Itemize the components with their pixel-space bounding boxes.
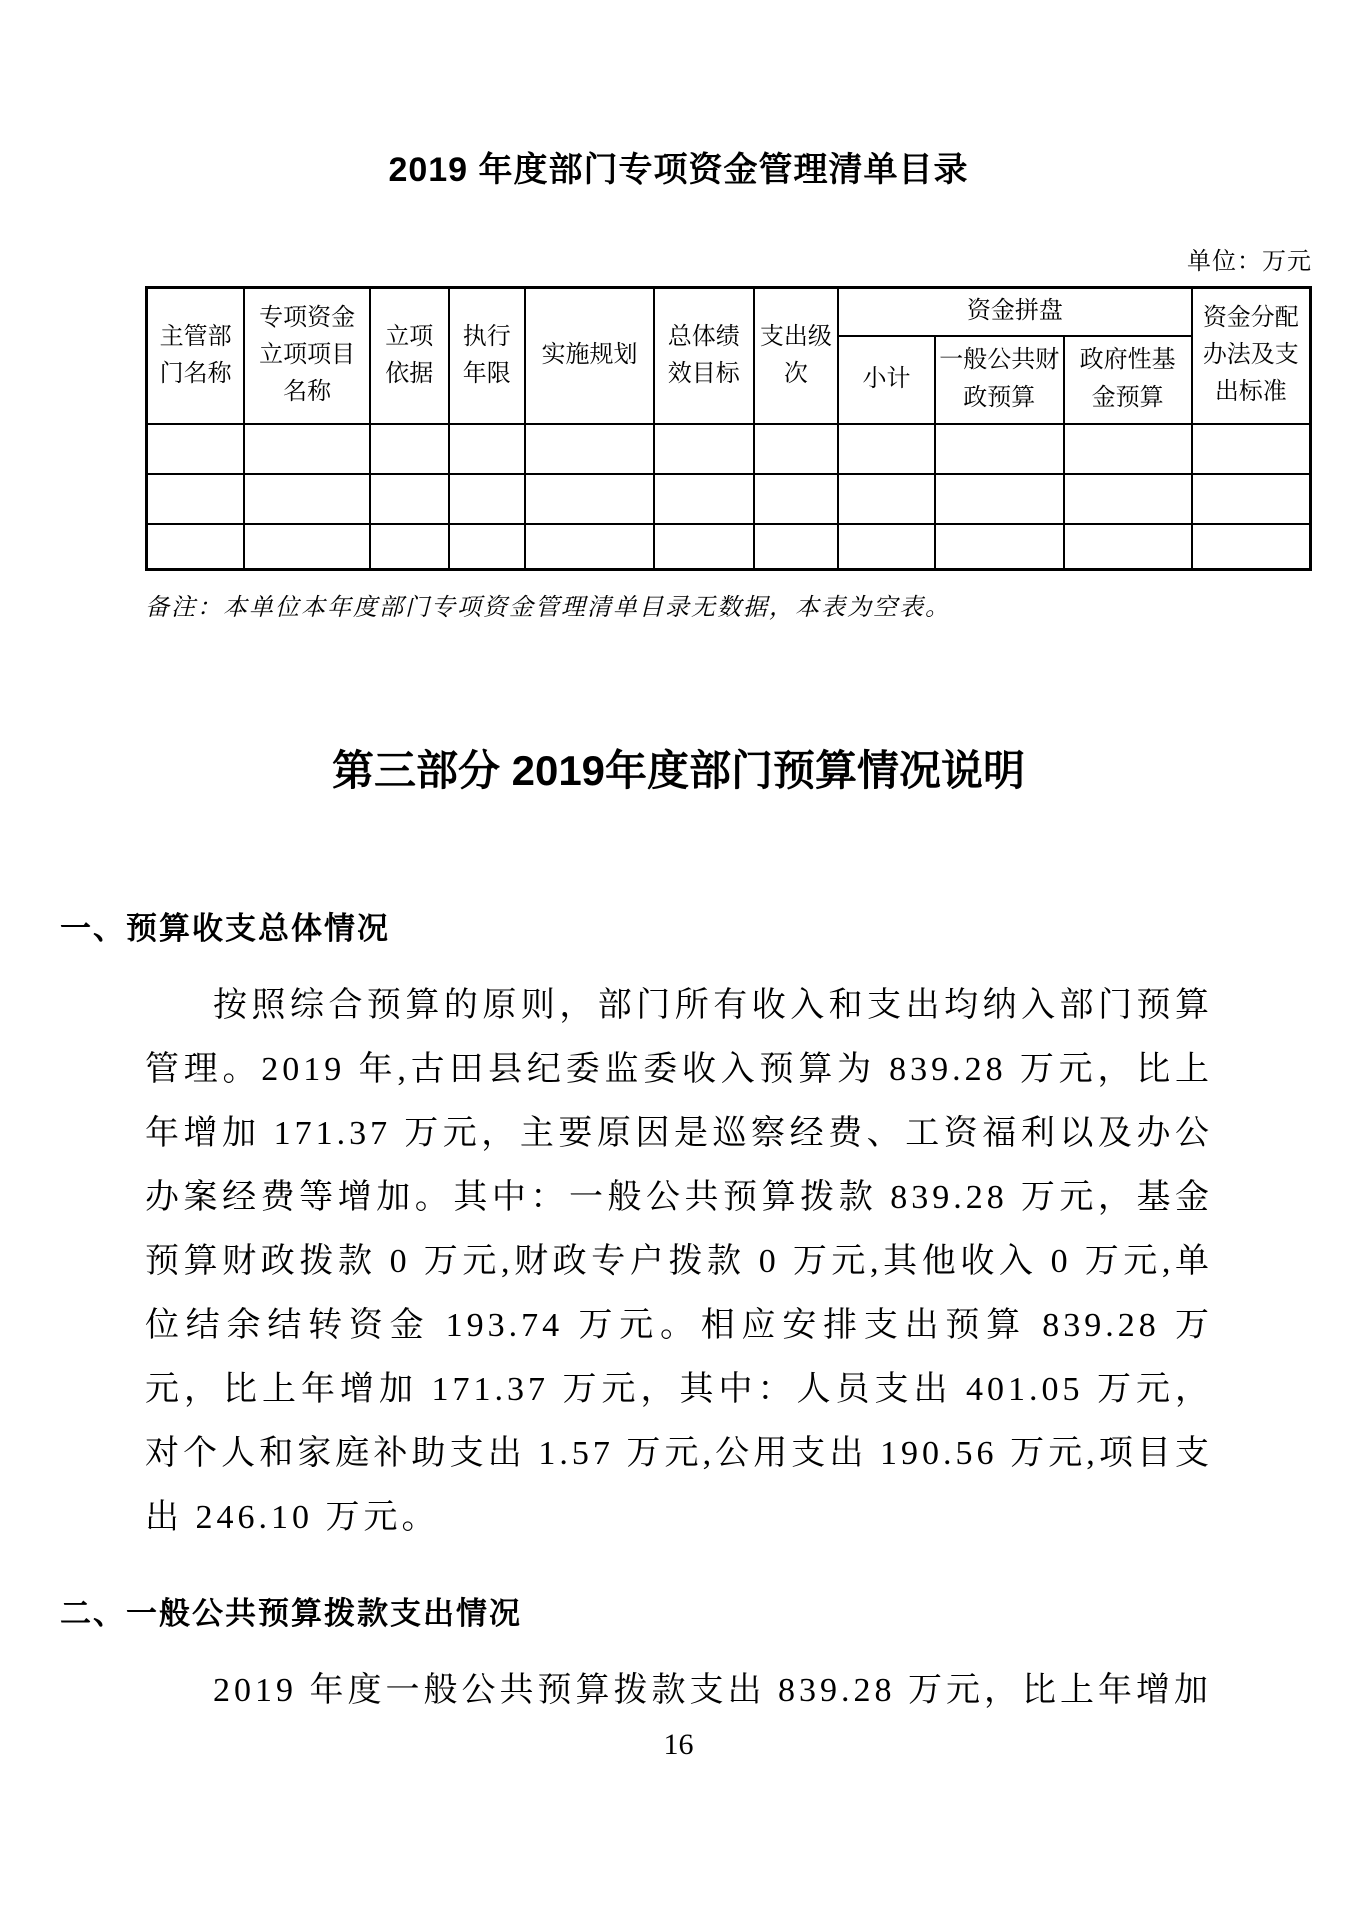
header-duration: 执行年限 [449,288,526,424]
table-row [147,474,1311,524]
header-general-public-budget: 一般公共财政预算 [935,336,1064,424]
empty-cell [654,424,754,474]
empty-cell [838,424,935,474]
empty-cell [654,474,754,524]
empty-cell [449,524,526,570]
special-fund-table [145,286,1312,571]
empty-cell [370,424,449,474]
empty-cell [370,524,449,570]
table-row [147,524,1311,570]
header-performance: 总体绩效目标 [654,288,754,424]
empty-cell [1064,474,1192,524]
empty-cell [147,424,245,474]
header-expenditure-level: 支出级次 [754,288,839,424]
empty-cell [838,474,935,524]
empty-cell [1192,424,1311,474]
empty-cell [654,524,754,570]
empty-cell [525,474,654,524]
page-title: 2019 年度部门专项资金管理清单目录 [388,151,969,189]
header-department: 主管部门名称 [147,288,245,424]
header-government-fund-budget: 政府性基金预算 [1064,336,1192,424]
subsection-1-paragraph: 按照综合预算的原则，部门所有收入和支出均纳入部门预算管理。2019 年,古田县纪委监委收入预算为 839.28 万元，比上年增加 171.37 万元，主要原因是巡察经费、工资福利以及办公办案经费等增加。其中：一般公共预算拨款 839.28 万元，基金预算财政拨款 0 万元,财政专户拨款 0 万元,其他收入 0 万元,单位结余结转资金 193.74 万元。相应安排支出预算 839.28 万元，比上年增加 171.37 万元，其中：人员支出 401.05 万元，对个人和家庭补助支出 1.57 万元,公用支出 190.56 万元,项目支出 246.10 万元。 [145,987,1213,1536]
empty-cell [449,474,526,524]
header-funding-group: 资金拼盘 [838,288,1191,336]
empty-cell [754,474,839,524]
header-basis: 立项依据 [370,288,449,424]
empty-cell [1192,474,1311,524]
subsection-2-paragraph: 2019 年度一般公共预算拨款支出 839.28 万元，比上年增加 [213,1672,1212,1709]
unit-label: 单位：万元 [1187,249,1312,275]
header-project-name: 专项资金立项项目名称 [244,288,370,424]
empty-cell [754,524,839,570]
empty-cell [935,524,1064,570]
empty-cell [244,524,370,570]
header-plan: 实施规划 [525,288,654,424]
empty-cell [838,524,935,570]
header-subtotal: 小计 [838,336,935,424]
empty-cell [1064,524,1192,570]
empty-cell [935,424,1064,474]
section-heading-part3: 第三部分 2019年度部门预算情况说明 [331,747,1026,794]
subsection-1-heading: 一、预算收支总体情况 [60,911,390,946]
empty-cell [244,424,370,474]
empty-cell [525,524,654,570]
table-body [147,424,1311,570]
page-number: 16 [663,1728,694,1761]
table-note: 备注：本单位本年度部门专项资金管理清单目录无数据，本表为空表。 [145,595,951,621]
table-header [147,288,1311,424]
table-row [147,424,1311,474]
empty-cell [147,524,245,570]
empty-cell [1192,524,1311,570]
empty-cell [1064,424,1192,474]
subsection-2-heading: 二、一般公共预算拨款支出情况 [60,1596,522,1631]
empty-cell [147,474,245,524]
empty-cell [754,424,839,474]
empty-cell [525,424,654,474]
empty-cell [244,474,370,524]
empty-cell [449,424,526,474]
header-allocation-method: 资金分配办法及支出标准 [1192,288,1311,424]
empty-cell [935,474,1064,524]
empty-cell [370,474,449,524]
